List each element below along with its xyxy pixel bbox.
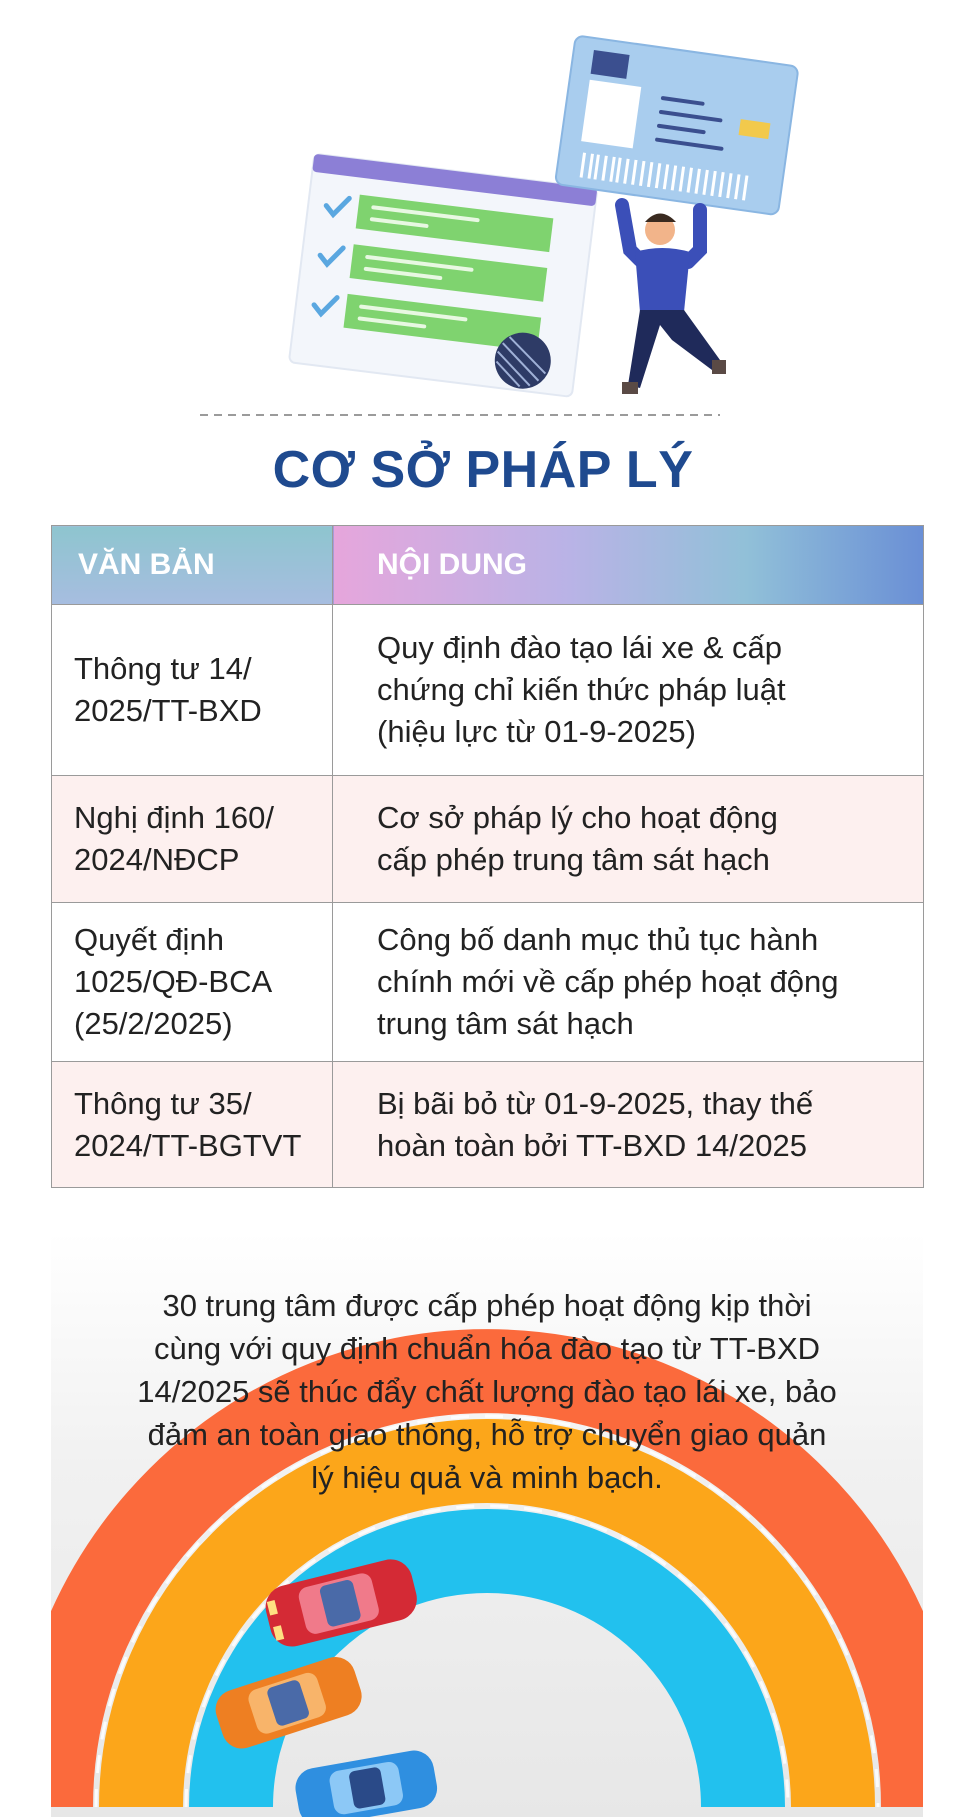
content-line: Cơ sở pháp lý cho hoạt động — [377, 800, 778, 835]
content-cell — [333, 776, 924, 903]
document-line: Thông tư 14/ — [74, 651, 252, 686]
table-row — [52, 1062, 924, 1188]
document-cell — [52, 1062, 333, 1188]
column-header-document: VĂN BẢN — [52, 526, 333, 605]
document-line: Nghị định 160/ — [74, 800, 274, 835]
document-line: 1025/QĐ-BCA — [74, 964, 273, 999]
content-line: Quy định đào tạo lái xe & cấp — [377, 630, 782, 665]
checklist-license-icon — [0, 0, 966, 430]
checklist-document-icon — [289, 154, 597, 397]
document-line: 2024/NĐCP — [74, 842, 240, 877]
column-header-content: NỘI DUNG — [333, 526, 924, 605]
document-cell — [52, 776, 333, 903]
content-line: trung tâm sát hạch — [377, 1006, 634, 1041]
content-line: chính mới về cấp phép hoạt động — [377, 964, 839, 999]
document-cell — [52, 903, 333, 1062]
content-line: cấp phép trung tâm sát hạch — [377, 842, 770, 877]
table-row — [52, 903, 924, 1062]
document-line: 2024/TT-BGTVT — [74, 1127, 302, 1163]
document-cell — [52, 605, 333, 776]
summary-line: cùng với quy định chuẩn hóa đào tạo từ TT-BXD — [153, 1331, 821, 1366]
summary-text — [111, 1284, 863, 1499]
blue-car-icon — [292, 1747, 440, 1817]
summary-line: lý hiệu quả và minh bạch. — [311, 1460, 663, 1495]
content-line: chứng chỉ kiến thức pháp luật — [377, 672, 786, 707]
document-line: Thông tư 35/ — [74, 1085, 252, 1121]
page-title: CƠ SỞ PHÁP LÝ — [272, 441, 694, 499]
content-cell — [333, 605, 924, 776]
summary-line: 30 trung tâm được cấp phép hoạt động kịp thời — [162, 1288, 812, 1323]
license-card-icon — [555, 35, 799, 215]
document-line: Quyết định — [74, 922, 224, 957]
content-line: Bị bãi bỏ từ 01-9-2025, thay thế — [377, 1085, 814, 1121]
table-row — [52, 776, 924, 903]
legal-basis-table — [51, 525, 924, 1188]
summary-panel — [51, 1232, 923, 1817]
document-line: (25/2/2025) — [74, 1006, 233, 1041]
content-cell — [333, 1062, 924, 1188]
summary-line: đảm an toàn giao thông, hỗ trợ chuyển giao quản — [147, 1417, 827, 1452]
table-header-row — [52, 526, 924, 605]
content-cell — [333, 903, 924, 1062]
hero-illustration — [0, 0, 966, 430]
content-line: Công bố danh mục thủ tục hành — [377, 922, 819, 957]
content-line: (hiệu lực từ 01-9-2025) — [377, 714, 696, 749]
content-line: hoàn toàn bởi TT-BXD 14/2025 — [377, 1127, 807, 1163]
table-row — [52, 605, 924, 776]
person-icon — [622, 205, 726, 394]
document-line: 2025/TT-BXD — [74, 693, 262, 728]
summary-line: 14/2025 sẽ thúc đẩy chất lượng đào tạo lái xe, bảo — [137, 1374, 837, 1409]
